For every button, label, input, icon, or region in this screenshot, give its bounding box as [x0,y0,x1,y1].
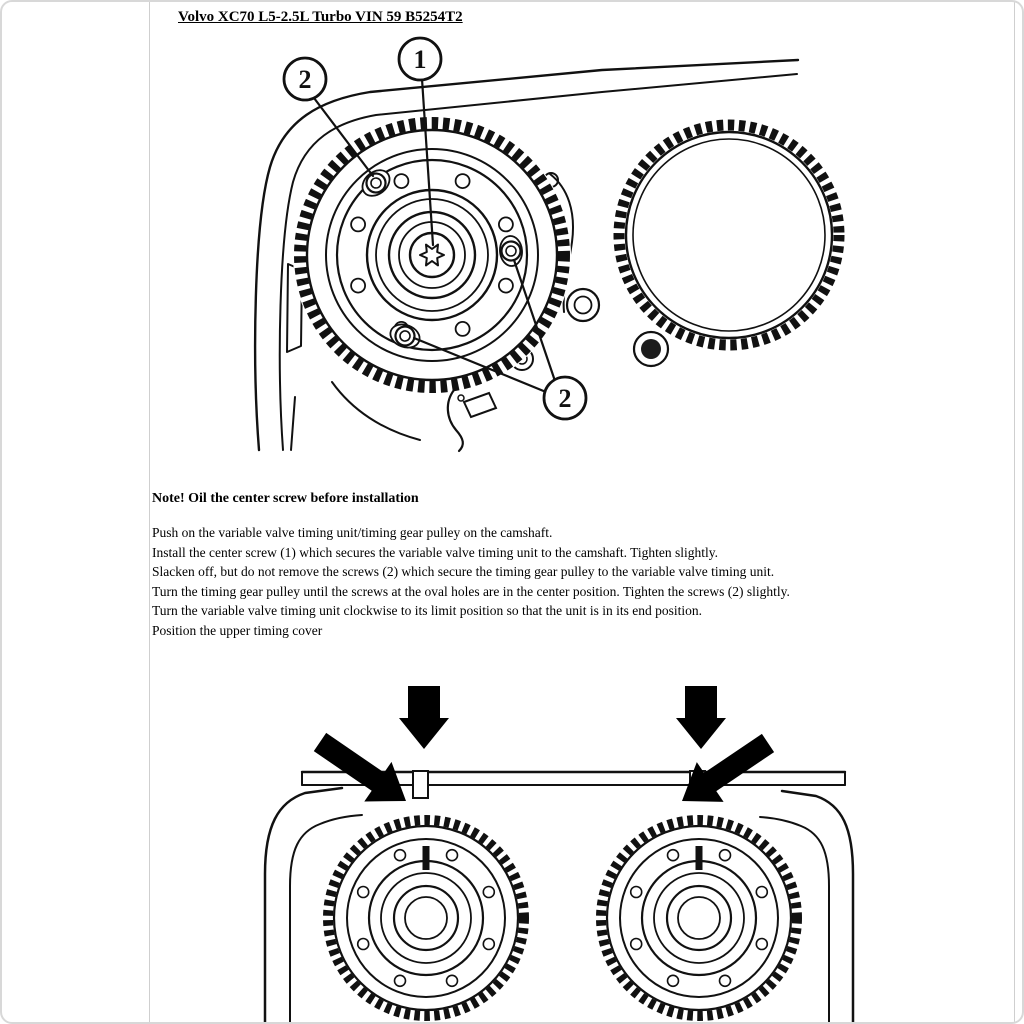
down-arrow-right [676,686,726,749]
instruction-line: Push on the variable valve timing unit/timing gear pulley on the camshaft. [152,525,553,540]
instruction-line: Position the upper timing cover [152,622,323,638]
oil-note: Note! Oil the center screw before installation [152,491,419,506]
callout-2-lower-label: 2 [558,384,572,413]
instruction-line: Turn the variable valve timing unit clockwise to its limit position so that the unit is in its end position. [152,603,702,618]
instruction-line: Turn the timing gear pulley until the screws at the oval holes are in the center position. Tighten the screws (2) slightly. [152,583,790,599]
vvt-unit-installation-diagram [2,2,1024,472]
instruction-line: Slacken off, but do not remove the screws (2) which secure the timing gear pulley to the variable valve timing unit. [152,564,775,579]
diagonal-arrow-right [682,734,774,802]
timing-gear-pulley [293,116,571,394]
sensor-cable [448,390,496,451]
right-timing-gear-pulley [594,813,804,1023]
callout-pulley-screw-upper [284,58,373,176]
diagonal-arrow-left [314,733,406,802]
callout-1-label: 1 [413,45,427,74]
cover-notch-left [413,771,428,798]
camshaft-gear [612,118,846,352]
down-arrow-left [399,686,449,749]
instruction-line: Install the center screw (1) which secures the variable valve timing unit to the camshaft. Tighten slightly. [152,544,718,560]
left-timing-gear-pulley [321,813,531,1023]
instruction-list [152,523,790,640]
page-title: Volvo XC70 L5-2.5L Turbo VIN 59 B5254T2 [178,9,463,25]
timing-marks-alignment-diagram [2,662,1024,1024]
callout-2-upper-label: 2 [298,65,312,94]
